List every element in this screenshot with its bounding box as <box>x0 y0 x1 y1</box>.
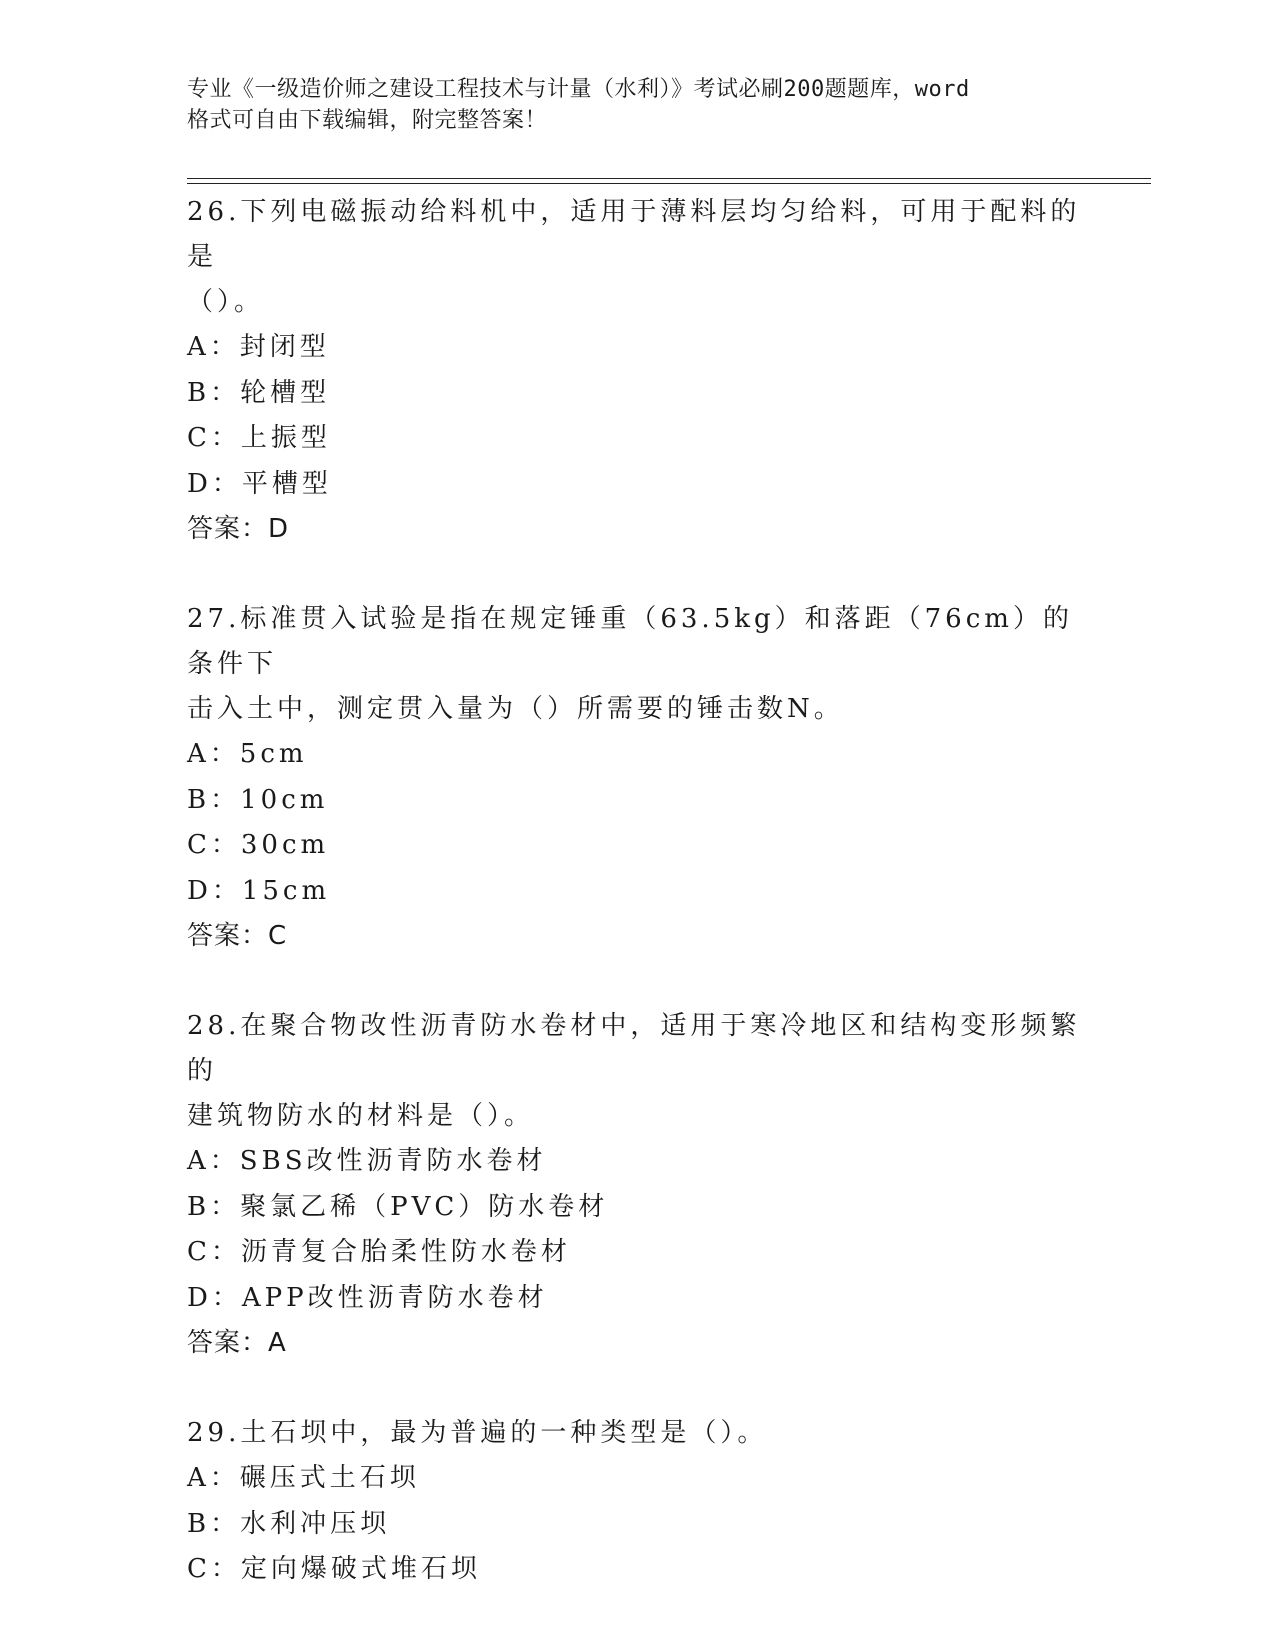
option-c: C：30cm <box>187 830 330 860</box>
question-stem: 26.下列电磁振动给料机中，适用于薄料层均匀给料，可用于配料的是 <box>187 197 1081 272</box>
answer-line: 答案：A <box>187 1328 287 1358</box>
question-27 <box>187 597 1087 959</box>
header-divider-bottom <box>187 183 1151 184</box>
question-stem: 28.在聚合物改性沥青防水卷材中，适用于寒冷地区和结构变形频繁的 <box>187 1011 1081 1086</box>
option-b: B：水利冲压坝 <box>187 1508 391 1539</box>
question-stem: 29.土石坝中，最为普遍的一种类型是（）。 <box>187 1418 768 1448</box>
question-29 <box>187 1411 1087 1593</box>
option-b: B：10cm <box>187 784 329 815</box>
header-line-2: 格式可自由下载编辑，附完整答案！ <box>187 108 548 133</box>
option-d: D：APP改性沥青防水卷材 <box>187 1282 548 1313</box>
document-header <box>187 74 1067 136</box>
option-d: D：平槽型 <box>187 468 332 499</box>
option-b: B：轮槽型 <box>187 377 331 408</box>
question-stem-continued: 击入土中，测定贯入量为（）所需要的锤击数N。 <box>187 694 844 724</box>
option-a: A：5cm <box>187 739 308 769</box>
question-list <box>187 190 1087 1593</box>
option-b: B：聚氯乙稀（PVC）防水卷材 <box>187 1191 609 1222</box>
header-line-1: 专业《一级造价师之建设工程技术与计量（水利）》考试必刷200题题库，word <box>187 77 970 102</box>
option-c: C：定向爆破式堆石坝 <box>187 1554 481 1584</box>
option-c: C：沥青复合胎柔性防水卷材 <box>187 1237 571 1267</box>
question-spacer <box>187 959 1087 1004</box>
question-spacer <box>187 1366 1087 1411</box>
option-a: A：SBS改性沥青防水卷材 <box>187 1146 547 1176</box>
option-a: A：碾压式土石坝 <box>187 1463 420 1493</box>
option-c: C：上振型 <box>187 423 331 453</box>
question-26 <box>187 190 1087 552</box>
answer-line: 答案：D <box>187 514 290 544</box>
question-spacer <box>187 552 1087 597</box>
answer-line: 答案：C <box>187 921 288 951</box>
option-d: D：15cm <box>187 875 331 906</box>
header-divider-top <box>187 178 1151 179</box>
question-stem: 27.标准贯入试验是指在规定锤重（63.5kg）和落距（76cm）的条件下 <box>187 604 1073 679</box>
question-28 <box>187 1004 1087 1366</box>
question-stem-continued: 建筑物防水的材料是（）。 <box>187 1101 535 1131</box>
question-stem-continued: （）。 <box>187 287 265 317</box>
option-a: A：封闭型 <box>187 332 330 362</box>
